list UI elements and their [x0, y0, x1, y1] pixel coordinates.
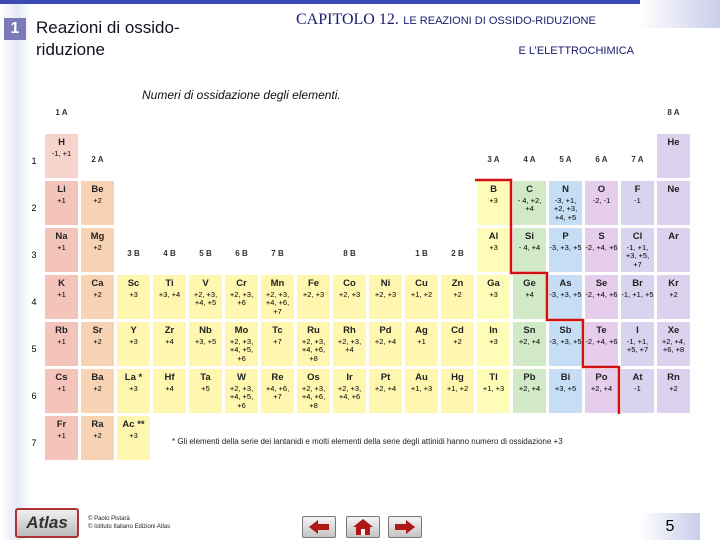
page-number: 5 [640, 513, 700, 540]
group-header-4a: 4 A [512, 153, 547, 167]
oxidation-states: +3, +5 [194, 336, 217, 346]
element-cu [404, 274, 439, 320]
element-symbol: O [597, 184, 606, 195]
element-v [188, 274, 223, 320]
element-ir [332, 368, 367, 414]
home-button[interactable] [346, 516, 380, 538]
element-symbol: H [58, 137, 65, 148]
element-kr [656, 274, 691, 320]
oxidation-states: +2 [93, 195, 102, 205]
oxidation-states: -1, +1, +3, +5, +7 [625, 242, 650, 269]
element-symbol: Hg [451, 372, 464, 383]
element-symbol: Nb [199, 325, 212, 336]
element-ta [188, 368, 223, 414]
home-icon [347, 517, 379, 537]
group-header-6b: 6 B [224, 247, 259, 261]
element-he [656, 133, 691, 179]
element-symbol: Na [55, 231, 68, 242]
element-p [548, 227, 583, 273]
element-xe [656, 321, 691, 367]
oxidation-states: +7 [273, 336, 282, 346]
element-symbol: Re [271, 372, 284, 383]
element-symbol: Sb [559, 325, 572, 336]
element-i [620, 321, 655, 367]
element-co [332, 274, 367, 320]
element-symbol: Co [343, 278, 356, 289]
element-pt [368, 368, 403, 414]
oxidation-states: +3 [129, 336, 138, 346]
oxidation-states: +2 [93, 289, 102, 299]
element-at [620, 368, 655, 414]
element-symbol: Ta [200, 372, 211, 383]
element-symbol: Y [130, 325, 137, 336]
oxidation-states: +1 [57, 336, 66, 346]
element-symbol: Ni [380, 278, 391, 289]
element-symbol: W [237, 372, 246, 383]
element-ga [476, 274, 511, 320]
element-symbol: Ba [91, 372, 104, 383]
element-symbol: Au [415, 372, 428, 383]
oxidation-states: +2, +4 [374, 383, 397, 393]
element-symbol: Ir [346, 372, 353, 383]
oxidation-states: +5 [201, 383, 210, 393]
element-zr [152, 321, 187, 367]
element-ra [80, 415, 115, 461]
element-symbol: Xe [667, 325, 680, 336]
oxidation-states: +1, +3 [482, 383, 505, 393]
oxidation-states: +2, +3, +4, +6 [337, 383, 362, 401]
oxidation-states: -2, +4, +6 [585, 336, 618, 346]
oxidation-states: +3 [129, 383, 138, 393]
oxidation-states: -1, +1, +5, +7 [626, 336, 649, 354]
element-zn [440, 274, 475, 320]
oxidation-states: +2 [669, 289, 678, 299]
element-symbol: S [598, 231, 605, 242]
oxidation-states: +2 [93, 383, 102, 393]
element-symbol: Al [488, 231, 499, 242]
oxidation-states: +2, +4 [374, 336, 397, 346]
copyright [88, 515, 170, 531]
element-symbol: Te [596, 325, 607, 336]
element-symbol: Ag [415, 325, 428, 336]
group-header-2b: 2 B [440, 247, 475, 261]
element-symbol: Zn [451, 278, 464, 289]
element-sr [80, 321, 115, 367]
oxidation-states: -1 [634, 383, 641, 393]
element-rn [656, 368, 691, 414]
oxidation-states: +2 [93, 242, 102, 252]
group-header-6a: 6 A [584, 153, 619, 167]
element-ac [116, 415, 151, 461]
element-bi [548, 368, 583, 414]
oxidation-states: -3, +1, +2, +3, +4, +5 [553, 195, 578, 222]
oxidation-states: -1, +1, +5 [621, 289, 654, 299]
oxidation-states: +1 [57, 430, 66, 440]
period-number: 5 [31, 344, 37, 354]
element-mo [224, 321, 259, 367]
element-symbol: C [526, 184, 533, 195]
chapter-header-main: LE REAZIONI DI OSSIDO-RIDUZIONE [403, 15, 596, 27]
chapter-header-second-line: E L’ELETTROCHIMICA [518, 45, 634, 57]
element-symbol: Mg [90, 231, 105, 242]
arrow-right-icon [389, 517, 421, 537]
element-cl [620, 227, 655, 273]
element-symbol: Rb [55, 325, 68, 336]
element-symbol: Ru [307, 325, 320, 336]
group-header-5b: 5 B [188, 247, 223, 261]
element-symbol: Fe [307, 278, 320, 289]
element-symbol: Ge [523, 278, 536, 289]
element-symbol: As [559, 278, 572, 289]
period-number: 4 [31, 297, 37, 307]
oxidation-states: +1 [57, 289, 66, 299]
element-symbol: Zr [164, 325, 175, 336]
oxidation-states: +1, +3 [410, 383, 433, 393]
element-fe [296, 274, 331, 320]
element-tc [260, 321, 295, 367]
oxidation-states: +2, +4 [518, 383, 541, 393]
element-symbol: Ga [487, 278, 500, 289]
element-n [548, 180, 583, 226]
oxidation-states: +2 [453, 289, 462, 299]
element-sb [548, 321, 583, 367]
oxidation-states: -1 [634, 195, 641, 205]
chapter-header-prefix: CAPITOLO 12. [296, 11, 399, 28]
element-symbol: K [58, 278, 65, 289]
element-symbol: Cl [632, 231, 643, 242]
element-mg [80, 227, 115, 273]
period-number: 1 [31, 156, 37, 166]
element-symbol: Se [595, 278, 608, 289]
group-header-8b: 8 B [296, 247, 403, 261]
oxidation-states: +1 [57, 195, 66, 205]
element-ge [512, 274, 547, 320]
oxidation-states: -3, +3, +5 [549, 289, 582, 299]
element-rh [332, 321, 367, 367]
oxidation-states: +1, +2 [410, 289, 433, 299]
oxidation-states: +2 [93, 430, 102, 440]
element-s [584, 227, 619, 273]
atlas-logo: Atlas [15, 508, 79, 538]
element-pd [368, 321, 403, 367]
element-se [584, 274, 619, 320]
element-symbol: Ca [91, 278, 104, 289]
element-pb [512, 368, 547, 414]
element-be [80, 180, 115, 226]
oxidation-states: +2, +3, +4, +5, +6 [229, 336, 254, 363]
element-ne [656, 180, 691, 226]
element-au [404, 368, 439, 414]
figure-caption: Numeri di ossidazione degli elementi. [142, 88, 341, 102]
element-symbol: Ra [91, 419, 104, 430]
oxidation-states: +2, +3, +4, +6, +8 [301, 383, 326, 410]
element-symbol: Br [632, 278, 643, 289]
element-symbol: Cr [236, 278, 247, 289]
oxidation-states: +1 [57, 242, 66, 252]
oxidation-states: +4, +6, +7 [265, 383, 290, 401]
oxidation-states: +2 [93, 336, 102, 346]
element-symbol: Bi [560, 372, 571, 383]
copyright-publisher: © Istituto Italiano Edizioni Atlas [88, 524, 171, 530]
element-cs [44, 368, 79, 414]
element-symbol: La * [124, 372, 143, 383]
element-symbol: I [636, 325, 639, 336]
oxidation-states: +2, +3, +4 [337, 336, 362, 354]
element-mn [260, 274, 295, 320]
copyright-author: © Paolo Pistarà [88, 516, 130, 522]
element-symbol: Cd [451, 325, 464, 336]
oxidation-states: +2, +3, +4, +5 [193, 289, 218, 307]
oxidation-states: +1, +2 [446, 383, 469, 393]
element-f [620, 180, 655, 226]
element-nb [188, 321, 223, 367]
element-ar [656, 227, 691, 273]
oxidation-states: -3, +3, +5 [549, 242, 582, 252]
group-header-3a: 3 A [476, 153, 511, 167]
footnote: * Gli elementi della serie dei lantanidi e molti elementi della serie degli attinidi hanno numero di ossidazione +3 [172, 437, 563, 446]
oxidation-states: - 4, +2, +4 [517, 195, 542, 213]
element-w [224, 368, 259, 414]
element-br [620, 274, 655, 320]
chapter-number: 1 [4, 18, 26, 40]
element-la [116, 368, 151, 414]
element-symbol: He [667, 137, 680, 148]
element-ba [80, 368, 115, 414]
element-in [476, 321, 511, 367]
element-symbol: Pb [523, 372, 536, 383]
element-symbol: Pd [379, 325, 392, 336]
element-symbol: Mn [270, 278, 285, 289]
chapter-title: Reazioni di ossido-riduzione [36, 18, 180, 59]
oxidation-states: +2, +3, +4, +5, +6 [229, 383, 254, 410]
element-symbol: Hf [164, 372, 175, 383]
element-sc [116, 274, 151, 320]
element-po [584, 368, 619, 414]
period-number: 6 [31, 391, 37, 401]
oxidation-states: +2, +3 [374, 289, 397, 299]
element-symbol: Mo [234, 325, 249, 336]
element-symbol: Os [307, 372, 320, 383]
group-header-8a: 8 A [656, 106, 691, 120]
oxidation-states: +3, +5 [554, 383, 577, 393]
element-symbol: At [632, 372, 643, 383]
oxidation-states: +3 [129, 430, 138, 440]
oxidation-states: +2, +3, +4, +6, +7 [265, 289, 290, 316]
element-fr [44, 415, 79, 461]
oxidation-states: +2 [453, 336, 462, 346]
oxidation-states: +3 [129, 289, 138, 299]
element-cr [224, 274, 259, 320]
period-number: 3 [31, 250, 37, 260]
element-symbol: Ti [165, 278, 174, 289]
element-symbol: F [634, 184, 641, 195]
element-hg [440, 368, 475, 414]
oxidation-states: +4 [165, 383, 174, 393]
element-symbol: Sc [127, 278, 140, 289]
element-symbol: Rn [667, 372, 680, 383]
oxidation-states: +3, +4 [158, 289, 181, 299]
element-sn [512, 321, 547, 367]
oxidation-states: +3 [489, 289, 498, 299]
previous-button[interactable] [302, 516, 336, 538]
element-symbol: Si [525, 231, 534, 242]
element-symbol: N [562, 184, 569, 195]
element-li [44, 180, 79, 226]
element-symbol: Po [595, 372, 608, 383]
element-ru [296, 321, 331, 367]
element-c [512, 180, 547, 226]
element-symbol: Ac ** [122, 419, 145, 430]
group-header-1a: 1 A [44, 106, 79, 120]
element-o [584, 180, 619, 226]
oxidation-states: +2, +4 [590, 383, 613, 393]
element-symbol: In [489, 325, 498, 336]
element-symbol: Tl [489, 372, 498, 383]
element-re [260, 368, 295, 414]
element-ti [152, 274, 187, 320]
element-symbol: Rh [343, 325, 356, 336]
element-k [44, 274, 79, 320]
element-symbol: Fr [56, 419, 67, 430]
oxidation-states: +3 [489, 242, 498, 252]
oxidation-states: +2, +3 [338, 289, 361, 299]
oxidation-states: +1 [417, 336, 426, 346]
period-number: 7 [31, 438, 37, 448]
element-symbol: Ne [667, 184, 680, 195]
oxidation-states: +2, +3, +6 [229, 289, 254, 307]
oxidation-states: -2, +4, +6 [585, 242, 618, 252]
group-header-2a: 2 A [80, 153, 115, 167]
oxidation-states: +3 [489, 336, 498, 346]
element-al [476, 227, 511, 273]
oxidation-states: +2, +3, +4, +6, +8 [301, 336, 326, 363]
oxidation-states: +4 [525, 289, 534, 299]
group-header-5a: 5 A [548, 153, 583, 167]
element-symbol: Ar [668, 231, 679, 242]
oxidation-states: +2, +3 [302, 289, 325, 299]
element-symbol: V [202, 278, 209, 289]
element-symbol: Kr [668, 278, 679, 289]
oxidation-states: - 4, +4 [518, 242, 541, 252]
oxidation-states: +4 [165, 336, 174, 346]
oxidation-states: +1 [57, 383, 66, 393]
element-na [44, 227, 79, 273]
element-symbol: Sr [92, 325, 103, 336]
group-header-3b: 3 B [116, 247, 151, 261]
oxidation-states: -3, +3, +5 [549, 336, 582, 346]
oxidation-states: -2, -1 [592, 195, 611, 205]
group-header-7b: 7 B [260, 247, 295, 261]
element-os [296, 368, 331, 414]
group-header-7a: 7 A [620, 153, 655, 167]
element-b [476, 180, 511, 226]
element-symbol: Sn [523, 325, 536, 336]
element-as [548, 274, 583, 320]
element-ag [404, 321, 439, 367]
element-symbol: Pt [380, 372, 391, 383]
element-tl [476, 368, 511, 414]
element-ca [80, 274, 115, 320]
element-cd [440, 321, 475, 367]
element-y [116, 321, 151, 367]
element-symbol: Li [57, 184, 66, 195]
element-h [44, 133, 79, 179]
arrow-left-icon [303, 517, 335, 537]
element-ni [368, 274, 403, 320]
element-symbol: B [490, 184, 497, 195]
group-header-4b: 4 B [152, 247, 187, 261]
element-symbol: Cu [415, 278, 428, 289]
next-button[interactable] [388, 516, 422, 538]
oxidation-states: +3 [489, 195, 498, 205]
oxidation-states: -1, +1 [51, 148, 72, 158]
element-symbol: Tc [272, 325, 283, 336]
element-symbol: Cs [55, 372, 68, 383]
oxidation-states: +2 [669, 383, 678, 393]
oxidation-states: +2, +4 [518, 336, 541, 346]
group-header-1b: 1 B [404, 247, 439, 261]
period-number: 2 [31, 203, 37, 213]
oxidation-states: -2, +4, +6 [585, 289, 618, 299]
element-te [584, 321, 619, 367]
element-rb [44, 321, 79, 367]
element-si [512, 227, 547, 273]
element-symbol: P [562, 231, 569, 242]
element-hf [152, 368, 187, 414]
element-symbol: Be [91, 184, 104, 195]
oxidation-states: +2, +4, +6, +8 [661, 336, 686, 354]
